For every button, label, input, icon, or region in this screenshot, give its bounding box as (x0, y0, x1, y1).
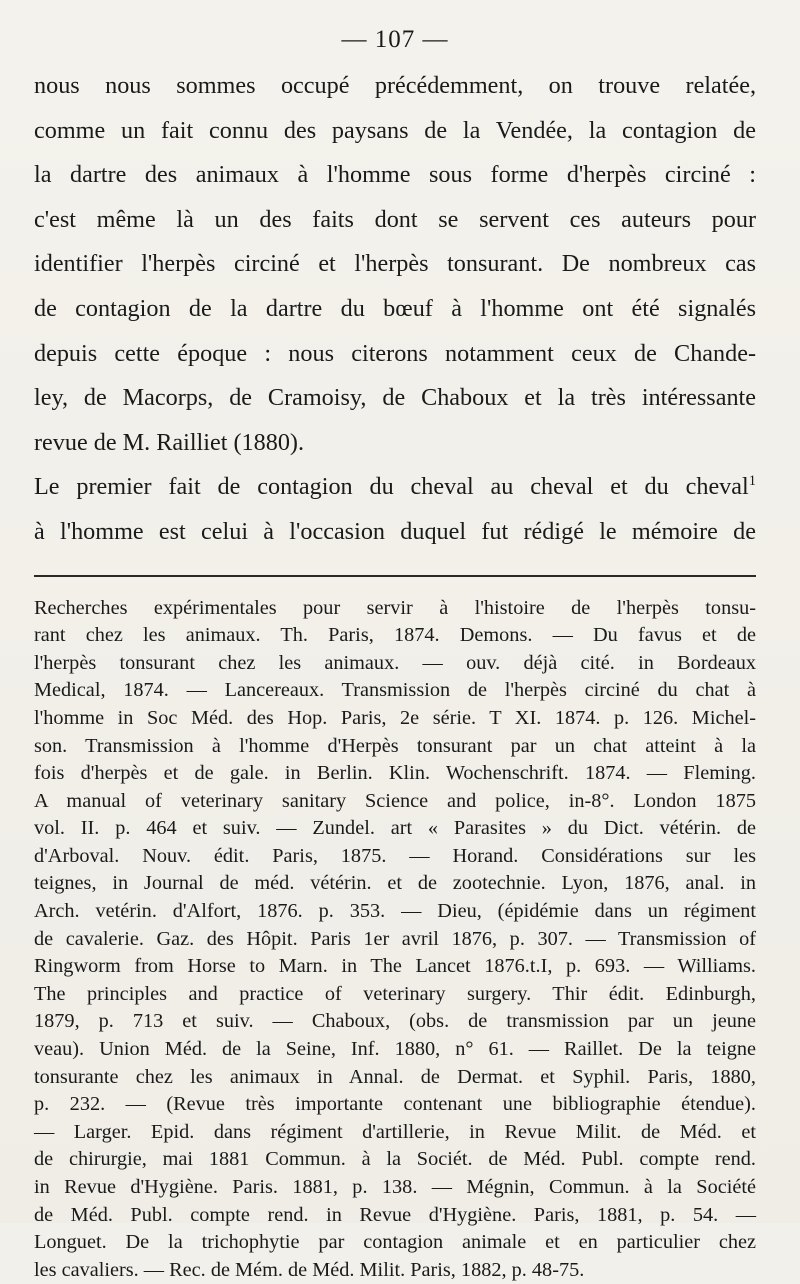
body-line-text: Le premier fait de contagion du cheval au cheval et du cheval (34, 473, 749, 501)
footnote-line: de Méd. Publ. compte rend. in Revue d'Hygiène. Paris, 1881, p. 54. — (34, 1203, 756, 1226)
body-line: à l'homme est celui à l'occasion duquel fut rédigé le mémoire de (34, 517, 756, 545)
body-line: revue de M. Railliet (1880). (34, 428, 305, 456)
footnote-line: Recherches expérimentales pour servir à l'histoire de l'herpès tonsu- (34, 596, 756, 619)
footnote-line: veau). Union Méd. de la Seine, Inf. 1880, n° 61. — Raillet. De la teigne (34, 1038, 756, 1061)
footnote-ref-marker: 1 (748, 473, 756, 490)
footnote-line: de chirurgie, mai 1881 Commun. à la Sociét. de Méd. Publ. compte rend. (34, 1148, 756, 1171)
body-line: identifier l'herpès circiné et l'herpès tonsurant. De nombreux cas (34, 250, 756, 278)
body-line: la dartre des animaux à l'homme sous forme d'herpès circiné : (34, 161, 756, 189)
footnote-line: teignes, in Journal de méd. vétérin. et de zootechnie. Lyon, 1876, anal. in (34, 872, 756, 895)
page-number: — 107 — (341, 26, 449, 53)
body-line: nous nous sommes occupé précédemment, on trouve relatée, (34, 72, 756, 99)
footnote-line: Arch. vetérin. d'Alfort, 1876. p. 353. — Dieu, (épidémie dans un régiment (34, 900, 756, 923)
footnote-line: d'Arboval. Nouv. édit. Paris, 1875. — Horand. Considérations sur les (34, 844, 756, 867)
footnote-line: p. 232. — (Revue très importante contenant une bibliographie étendue). (34, 1093, 756, 1116)
footnote-line: A manual of veterinary sanitary Science and police, in-8°. London 1875 (34, 789, 756, 812)
body-line: depuis cette époque : nous citerons notamment ceux de Chande- (34, 339, 756, 367)
body-text (34, 64, 756, 555)
footnote-line: Ringworm from Horse to Marn. in The Lancet 1876.t.I, p. 693. — Williams. (34, 955, 756, 978)
footnote-line: in Revue d'Hygiène. Paris. 1881, p. 138. — Mégnin, Commun. à la Société (34, 1176, 756, 1198)
footnote-text (34, 595, 756, 1284)
body-line-with-footnote-ref (34, 465, 756, 510)
body-line: de contagion de la dartre du bœuf à l'homme ont été signalés (34, 294, 756, 322)
body-line: ley, de Macorps, de Cramoisy, de Chaboux et la très intéressante (34, 384, 756, 412)
footnote-line: fois d'herpès et de gale. in Berlin. Klin. Wochenschrift. 1874. — Fleming. (34, 762, 756, 785)
footnote-line: l'homme in Soc Méd. des Hop. Paris, 2e série. T XI. 1874. p. 126. Michel- (34, 706, 756, 729)
body-line: c'est même là un des faits dont se servent ces auteurs pour (34, 205, 756, 233)
footnote-line: de cavalerie. Gaz. des Hôpit. Paris 1er avril 1876, p. 307. — Transmission of (34, 927, 756, 950)
footnote-line: 1879, p. 713 et suiv. — Chaboux, (obs. de transmission par un jeune (34, 1010, 756, 1033)
footnote-line: Medical, 1874. — Lancereaux. Transmission de l'herpès circiné du chat à (34, 679, 756, 702)
footnote-line: son. Transmission à l'homme d'Herpès tonsurant par un chat atteint à la (34, 734, 756, 757)
footnote-divider (34, 575, 756, 577)
footnote-line: tonsurante chez les animaux in Annal. de Dermat. et Syphil. Paris, 1880, (34, 1065, 756, 1088)
footnote-line: Longuet. De la trichophytie par contagion animale et en particulier chez (34, 1231, 756, 1254)
footnote-line: The principles and practice of veterinary surgery. Thir édit. Edinburgh, (34, 982, 756, 1005)
body-line: comme un fait connu des paysans de la Vendée, la contagion de (34, 116, 756, 144)
footnote-line: l'herpès tonsurant chez les animaux. — ouv. déjà cité. in Bordeaux (34, 651, 756, 674)
footnote-line: les cavaliers. — Rec. de Mém. de Méd. Milit. Paris, 1882, p. 48-75. (34, 1258, 585, 1281)
footnote-line: vol. II. p. 464 et suiv. — Zundel. art « Parasites » du Dict. vétérin. de (34, 817, 756, 840)
footnote-line: rant chez les animaux. Th. Paris, 1874. Demons. — Du favus et de (34, 624, 756, 647)
footnote-line: — Larger. Epid. dans régiment d'artillerie, in Revue Milit. de Méd. et (34, 1120, 756, 1143)
